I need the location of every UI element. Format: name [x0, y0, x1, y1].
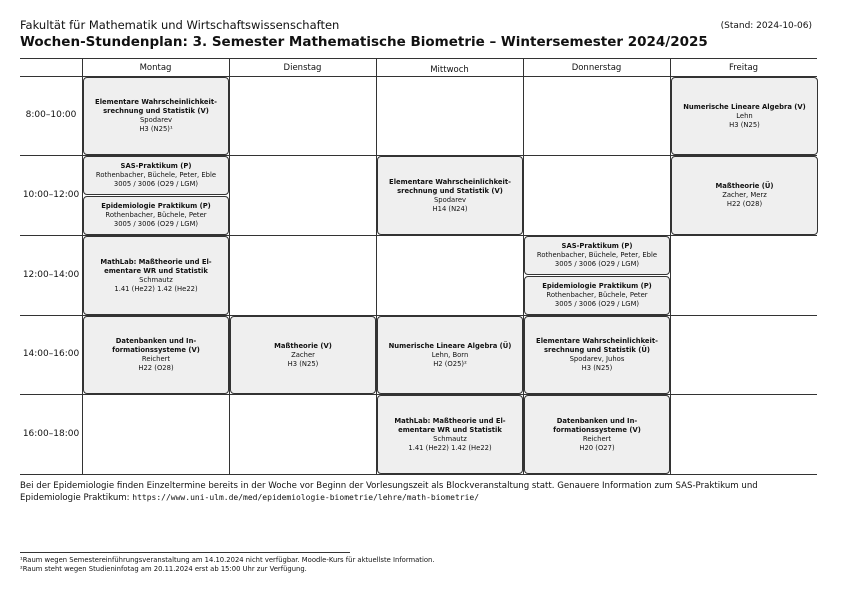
footnote: ¹Raum wegen Semestereinführungsveranstaltung am 14.10.2024 nicht verfügbar. Moodle-Kurs für aktuellste Information. — [20, 556, 435, 564]
time-slot: 14:00–16:00 — [22, 349, 80, 359]
course-name: MathLab: Maßtheorie und El- — [100, 257, 212, 266]
course-room: 3005 / 3006 (O29 / LGM) — [113, 180, 199, 188]
course-name: SAS-Praktikum (P) — [120, 162, 192, 170]
course-cell[interactable] — [83, 77, 229, 155]
course-room: 3005 / 3006 (O29 / LGM) — [554, 300, 640, 308]
course-lecturer: Schmautz — [139, 275, 173, 284]
page-title: Wochen-Stundenplan: 3. Semester Mathematische Biometrie – Wintersemester 2024/2025 — [20, 34, 708, 50]
course-name: Maßtheorie (Ü) — [715, 182, 774, 190]
course-name: Numerische Lineare Algebra (V) — [683, 102, 806, 111]
course-cell[interactable] — [83, 196, 229, 235]
course-room: H22 (O28) — [138, 364, 174, 372]
course-room: H22 (O28) — [726, 200, 763, 208]
course-name: SAS-Praktikum (P) — [561, 242, 633, 250]
course-lecturer: Reichert — [582, 434, 612, 443]
course-name: Elementare Wahrscheinlichkeit- — [389, 177, 511, 186]
course-room: H3 (N25) — [729, 120, 760, 129]
info-note — [20, 480, 820, 504]
faculty-name: Fakultät für Mathematik und Wirtschaftswissenschaften — [20, 18, 340, 32]
course-lecturer: Spodarev — [433, 195, 467, 204]
course-lecturer: Rothenbacher, Büchele, Peter, Eble — [536, 251, 658, 259]
course-room: 1.41 (He22) 1.42 (He22) — [408, 443, 492, 452]
course-room: H3 (N25) — [581, 364, 613, 372]
grid-line — [229, 58, 230, 474]
footnote: ²Raum steht wegen Studieninfotag am 20.11.2024 erst ab 15:00 Uhr zur Verfügung. — [20, 565, 307, 573]
course-cell[interactable] — [83, 236, 229, 315]
day-header: Mittwoch — [430, 65, 469, 75]
course-lecturer: Rothenbacher, Büchele, Peter, Eble — [95, 171, 217, 179]
course-name: Datenbanken und In- — [115, 337, 197, 345]
info-link[interactable]: https://www.uni-ulm.de/med/epidemiologie-biometrie/lehre/math-biometrie/ — [132, 493, 480, 502]
time-slot: 12:00–14:00 — [22, 270, 80, 280]
course-cell[interactable] — [230, 316, 376, 394]
info-note-text: Bei der Epidemiologie finden Einzeltermine bereits in der Woche vor Beginn der Vorlesungszeit als Blockveranstaltung statt. Genauere Information zum SAS-Praktikum und Epidemiologie Praktikum: — [20, 481, 758, 503]
course-cell[interactable] — [524, 236, 670, 275]
course-name: Epidemiologie Praktikum (P) — [101, 202, 211, 210]
day-header: Donnerstag — [571, 63, 622, 73]
course-name: formationssysteme (V) — [553, 425, 641, 434]
course-cell[interactable] — [377, 156, 523, 235]
course-cell[interactable] — [377, 316, 523, 394]
time-slot: 8:00–10:00 — [25, 110, 77, 120]
day-header: Dienstag — [283, 63, 322, 73]
course-name: Datenbanken und In- — [556, 416, 638, 425]
course-name: ementare WR und Statistik — [398, 425, 502, 434]
time-slot: 10:00–12:00 — [22, 190, 80, 200]
day-header: Montag — [139, 63, 172, 73]
course-lecturer: Lehn — [736, 111, 753, 120]
course-name: srechnung und Statistik (Ü) — [543, 346, 651, 354]
course-cell[interactable] — [671, 77, 818, 155]
course-lecturer: Rothenbacher, Büchele, Peter — [546, 291, 648, 299]
course-room: H2 (O25)² — [433, 359, 467, 368]
course-name: Elementare Wahrscheinlichkeit- — [536, 337, 658, 345]
course-lecturer: Lehn, Born — [431, 350, 469, 359]
course-room: 3005 / 3006 (O29 / LGM) — [113, 220, 199, 228]
course-lecturer: Zacher, Merz — [722, 191, 767, 199]
course-lecturer: Zacher — [291, 350, 315, 359]
course-name: ementare WR und Statistik — [104, 266, 208, 275]
time-slot: 16:00–18:00 — [22, 429, 80, 439]
course-cell[interactable] — [671, 156, 818, 235]
course-cell[interactable] — [524, 316, 670, 394]
footnote-divider — [20, 552, 350, 553]
course-lecturer: Schmautz — [433, 434, 467, 443]
stand-date: (Stand: 2024-10-06) — [720, 21, 812, 31]
day-header: Freitag — [728, 63, 759, 73]
course-lecturer: Spodarev — [139, 116, 173, 124]
course-name: srechnung und Statistik (V) — [397, 186, 503, 195]
course-room: H14 (N24) — [432, 204, 468, 213]
course-name: Epidemiologie Praktikum (P) — [542, 282, 652, 290]
course-name: Maßtheorie (V) — [274, 341, 332, 350]
course-name: MathLab: Maßtheorie und El- — [394, 416, 506, 425]
course-cell[interactable] — [83, 316, 229, 394]
course-room: 1.41 (He22) 1.42 (He22) — [114, 284, 198, 293]
course-name: formationssysteme (V) — [112, 346, 200, 354]
grid-line — [20, 58, 817, 59]
course-lecturer: Rothenbacher, Büchele, Peter — [105, 211, 207, 219]
course-cell[interactable] — [524, 276, 670, 315]
course-room: H3 (N25) — [287, 359, 319, 368]
course-cell[interactable] — [377, 395, 523, 474]
course-name: Numerische Lineare Algebra (Ü) — [388, 341, 512, 350]
course-lecturer: Reichert — [141, 355, 171, 363]
course-cell[interactable] — [524, 395, 670, 474]
course-name: srechnung und Statistik (V) — [103, 107, 209, 115]
course-lecturer: Spodarev, Juhos — [569, 355, 625, 363]
grid-line — [20, 474, 817, 475]
course-cell[interactable] — [83, 156, 229, 195]
course-room: 3005 / 3006 (O29 / LGM) — [554, 260, 640, 268]
course-name: Elementare Wahrscheinlichkeit- — [95, 98, 217, 106]
course-room: H20 (O27) — [579, 443, 615, 452]
course-room: H3 (N25)¹ — [139, 125, 173, 133]
